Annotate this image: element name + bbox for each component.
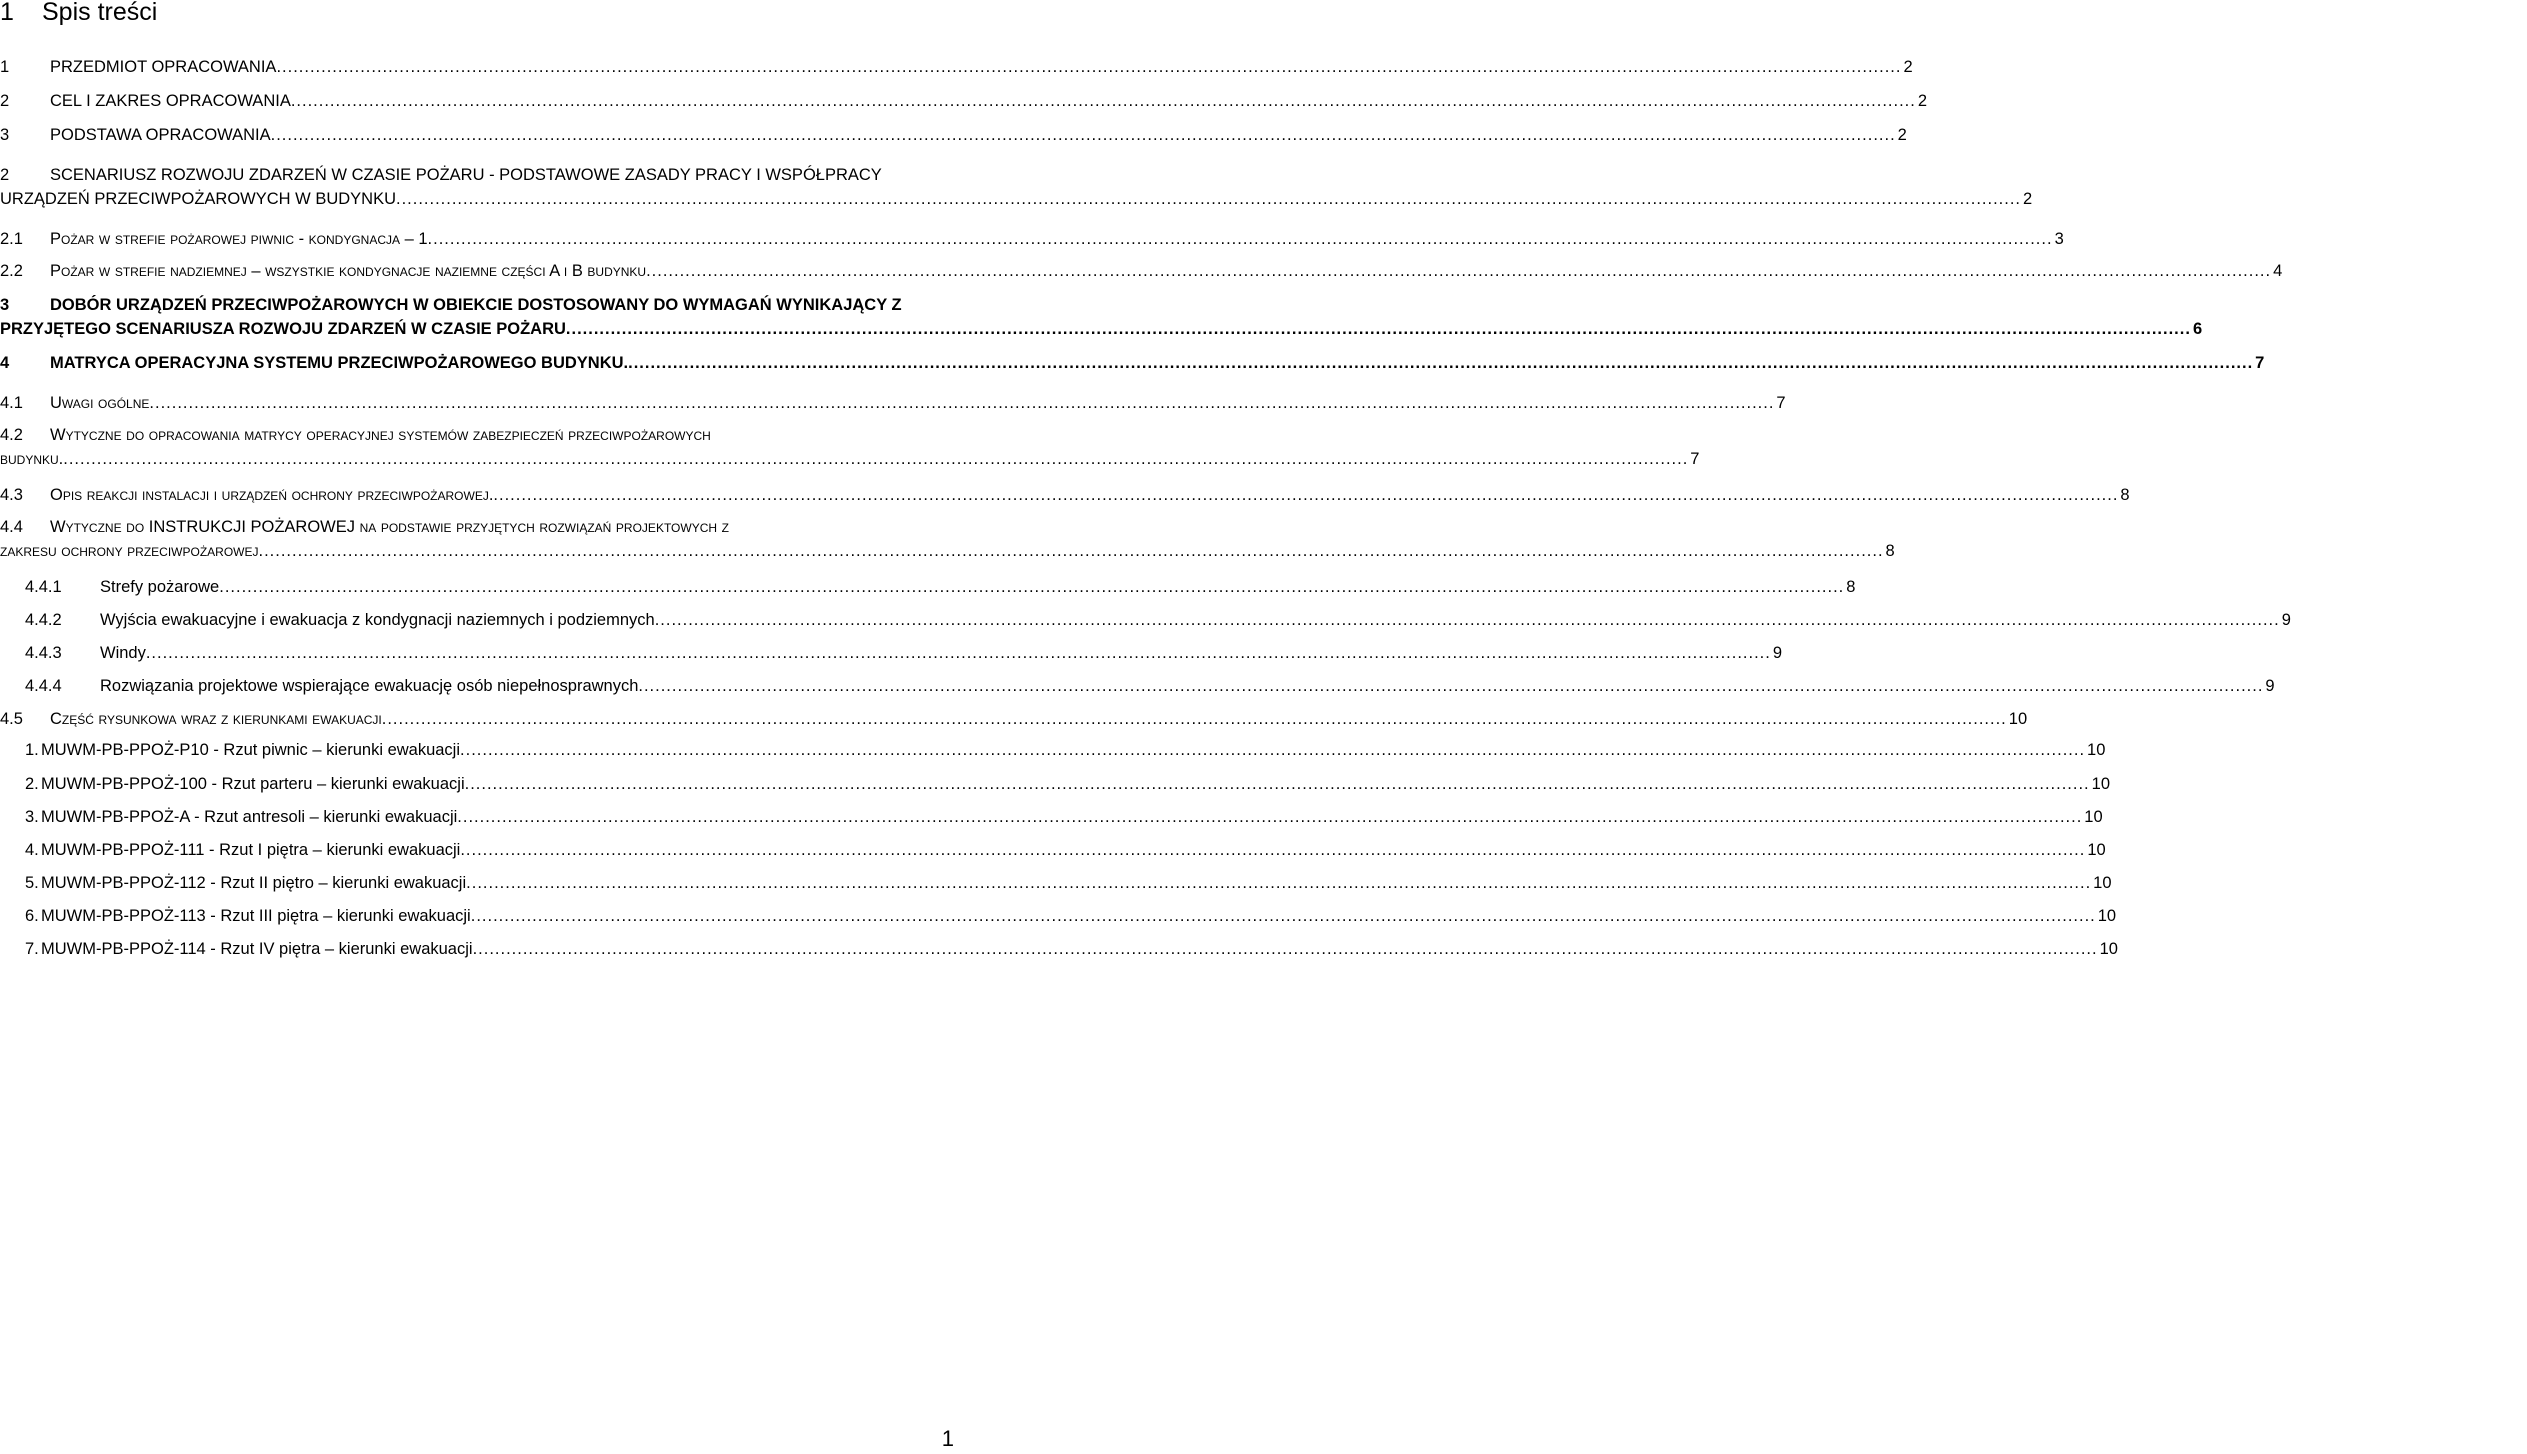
dot-leader — [465, 775, 2090, 794]
toc-entry-number: 3 — [0, 296, 10, 314]
toc-entry-page: 8 — [1846, 578, 1856, 596]
toc-entry-title[interactable]: Opis reakcji instalacji i urządzeń ochrony przeciwpożarowej. — [50, 486, 494, 504]
dot-leader — [493, 486, 2118, 505]
toc-entry-title[interactable]: Wytyczne do INSTRUKCJI POŻAROWEJ na podstawie przyjętych rozwiązań projektowych z — [50, 518, 729, 536]
toc-entry-line — [0, 940, 2118, 959]
toc-entry-page: 2 — [1917, 92, 1928, 110]
toc-entry-number: 2 — [0, 166, 10, 184]
dot-leader — [628, 354, 2253, 373]
toc-entry-number: 4.3 — [0, 486, 23, 504]
toc-entry-number: 4.2 — [0, 426, 23, 444]
dot-leader — [638, 677, 2263, 696]
toc-entry-line — [0, 710, 2028, 729]
toc-entry-line — [0, 542, 1895, 561]
toc-entry-page: 10 — [2087, 741, 2106, 759]
toc-entry-title[interactable]: Strefy pożarowe — [100, 578, 220, 596]
toc-entry-line — [0, 126, 1907, 145]
dot-leader — [276, 58, 1901, 77]
toc-entry-page: 10 — [2008, 710, 2028, 728]
toc-entry-page: 9 — [1772, 644, 1783, 662]
toc-entry-line — [0, 486, 2130, 505]
toc-entry-line — [0, 426, 960, 445]
toc-entry-number: 5. — [25, 874, 39, 892]
toc-entry-line — [0, 775, 2110, 794]
toc-heading — [0, 0, 157, 27]
toc-entry-page: 10 — [2091, 775, 2110, 793]
toc-entry-line — [0, 874, 2112, 893]
toc-heading-number: 1 — [0, 0, 14, 26]
toc-entry-number: 4 — [0, 354, 10, 372]
toc-entry-title[interactable]: Windy — [100, 644, 146, 662]
toc-entry-title[interactable]: MUWM-PB-PPOŻ-A - Rzut antresoli – kierunki ewakuacji — [41, 808, 458, 826]
toc-entry-title[interactable]: Część rysunkowa wraz z kierunkami ewakuacji — [50, 710, 382, 728]
toc-entry-number: 3. — [25, 808, 39, 826]
toc-entry-title[interactable]: Wytyczne do opracowania matrycy operacyjnej systemów zabezpieczeń przeciwpożarowych — [50, 426, 711, 444]
toc-entry-title[interactable]: MUWM-PB-PPOŻ-P10 - Rzut piwnic – kierunki ewakuacji — [41, 741, 461, 759]
toc-entry-line — [0, 841, 2106, 860]
toc-entry-line — [0, 907, 2117, 926]
toc-entry-title[interactable]: SCENARIUSZ ROZWOJU ZDARZEŃ W CZASIE POŻARU - PODSTAWOWE ZASADY PRACY I WSPÓŁPRACY — [50, 166, 882, 184]
toc-entry-page: 4 — [2273, 262, 2283, 280]
toc-entry-title[interactable]: MUWM-PB-PPOŻ-114 - Rzut IV piętra – kierunki ewakuacji — [41, 940, 473, 958]
toc-entry-line — [0, 394, 1786, 413]
dot-leader — [149, 394, 1774, 413]
toc-entry-number: 4.5 — [0, 710, 23, 728]
toc-entry-number: 4.4.2 — [25, 611, 62, 629]
toc-entry-number: 4.4.1 — [25, 578, 62, 596]
toc-entry-number: 1. — [25, 741, 39, 759]
toc-entry-line — [0, 262, 2283, 281]
toc-entry-line — [0, 644, 1783, 663]
toc-entry-title[interactable]: Rozwiązania projektowe wspierające ewakuację osób niepełnosprawnych — [100, 677, 639, 695]
toc-entry-title[interactable]: budynku. — [0, 450, 64, 468]
toc-entry-page: 10 — [2099, 940, 2118, 958]
dot-leader — [428, 230, 2053, 249]
toc-entry-title[interactable]: zakresu ochrony przeciwpożarowej — [0, 542, 259, 560]
toc-entry-title[interactable]: MUWM-PB-PPOŻ-111 - Rzut I piętra – kierunki ewakuacji — [41, 841, 461, 859]
dot-leader — [396, 190, 2021, 209]
toc-entry-page: 2 — [2023, 190, 2033, 208]
toc-entry-title[interactable]: MUWM-PB-PPOŻ-113 - Rzut III piętra – kierunki ewakuacji — [41, 907, 471, 925]
dot-leader — [291, 92, 1916, 111]
toc-entry-page: 3 — [2054, 230, 2064, 248]
toc-entry-page: 9 — [2281, 611, 2291, 629]
toc-entry-title[interactable]: Wyjścia ewakuacyjne i ewakuacja z kondygnacji naziemnych i podziemnych — [100, 611, 655, 629]
toc-entry-page: 6 — [2192, 320, 2203, 338]
toc-entry-line — [0, 230, 2064, 249]
dot-leader — [219, 578, 1844, 597]
dot-leader — [382, 710, 2007, 729]
toc-entry-line — [0, 611, 2291, 630]
toc-entry-number: 4.1 — [0, 394, 23, 412]
toc-entry-page: 8 — [2120, 486, 2130, 504]
toc-entry-number: 4.4.4 — [25, 677, 62, 695]
toc-entry-title[interactable]: PODSTAWA OPRACOWANIA — [50, 126, 271, 144]
toc-entry-title[interactable]: Pożar w strefie nadziemnej – wszystkie kondygnacje naziemne części A i B budynku — [50, 262, 647, 280]
toc-entry-title[interactable]: MUWM-PB-PPOŻ-100 - Rzut parteru – kierunki ewakuacji — [41, 775, 465, 793]
toc-heading-text: Spis treści — [42, 0, 158, 26]
toc-entry-title[interactable]: CEL I ZAKRES OPRACOWANIA — [50, 92, 291, 110]
toc-entry-line — [0, 354, 2265, 373]
toc-entry-number: 7. — [25, 940, 39, 958]
dot-leader — [466, 874, 2091, 893]
dot-leader — [471, 907, 2096, 926]
toc-entry-line — [0, 450, 1700, 469]
toc-entry-title[interactable]: DOBÓR URZĄDZEŃ PRZECIWPOŻAROWYCH W OBIEKCIE DOSTOSOWANY DO WYMAGAŃ WYNIKAJĄCY Z — [50, 296, 902, 314]
toc-entry-number: 2 — [0, 92, 10, 110]
dot-leader — [271, 126, 1896, 145]
toc-entry-number: 4.4 — [0, 518, 23, 536]
toc-entry-line — [0, 808, 2103, 827]
dot-leader — [63, 450, 1688, 469]
dot-leader — [460, 841, 2085, 860]
toc-entry-number: 2. — [25, 775, 39, 793]
toc-entry-number: 3 — [0, 126, 10, 144]
toc-entry-page: 10 — [2087, 841, 2106, 859]
toc-entry-title[interactable]: PRZYJĘTEGO SCENARIUSZA ROZWOJU ZDARZEŃ W CZASIE POŻARU — [0, 320, 566, 338]
toc-entry-number: 6. — [25, 907, 39, 925]
page-number: 1 — [941, 1426, 954, 1451]
toc-entry-line — [0, 190, 2033, 209]
toc-entry-line — [0, 166, 960, 185]
toc-entry-line — [0, 320, 2203, 339]
toc-entry-page: 7 — [2255, 354, 2265, 372]
toc-entry-line — [0, 92, 1928, 111]
toc-entry-title[interactable]: MUWM-PB-PPOŻ-112 - Rzut II piętro – kierunki ewakuacji — [41, 874, 467, 892]
toc-entry-line — [0, 296, 960, 315]
toc-entry-number: 2.1 — [0, 230, 23, 248]
toc-entry-page: 10 — [2093, 874, 2112, 892]
toc-entry-page: 9 — [2265, 677, 2275, 695]
dot-leader — [566, 320, 2191, 339]
toc-entry-line — [0, 58, 1913, 77]
dot-leader — [646, 262, 2271, 281]
dot-leader — [457, 808, 2082, 827]
dot-leader — [146, 644, 1771, 663]
toc-entry-title[interactable]: Uwagi ogólne — [50, 394, 150, 412]
dot-leader — [473, 940, 2098, 959]
toc-entry-line — [0, 677, 2275, 696]
dot-leader — [655, 611, 2280, 630]
toc-entry-line — [0, 741, 2106, 760]
dot-leader — [460, 741, 2085, 760]
toc-entry-page: 2 — [1903, 58, 1913, 76]
toc-entry-page: 7 — [1776, 394, 1786, 412]
toc-entry-number: 4.4.3 — [25, 644, 62, 662]
toc-entry-page: 8 — [1885, 542, 1895, 560]
toc-entry-number: 2.2 — [0, 262, 23, 280]
toc-entry-title[interactable]: MATRYCA OPERACYJNA SYSTEMU PRZECIWPOŻAROWEGO BUDYNKU. — [50, 354, 629, 372]
toc-entry-page: 2 — [1897, 126, 1907, 144]
toc-entry-page: 7 — [1690, 450, 1700, 468]
toc-entry-line — [0, 518, 960, 537]
toc-entry-line — [0, 578, 1856, 597]
toc-entry-page: 10 — [2097, 907, 2117, 925]
toc-entry-title[interactable]: Pożar w strefie pożarowej piwnic - kondygnacja – 1 — [50, 230, 428, 248]
toc-entry-page: 10 — [2084, 808, 2103, 826]
toc-entry-number: 4. — [25, 841, 39, 859]
dot-leader — [259, 542, 1884, 561]
toc-entry-title[interactable]: URZĄDZEŃ PRZECIWPOŻAROWYCH W BUDYNKU — [0, 190, 396, 208]
toc-entry-number: 1 — [0, 58, 10, 76]
toc-entry-title[interactable]: PRZEDMIOT OPRACOWANIA — [50, 58, 277, 76]
